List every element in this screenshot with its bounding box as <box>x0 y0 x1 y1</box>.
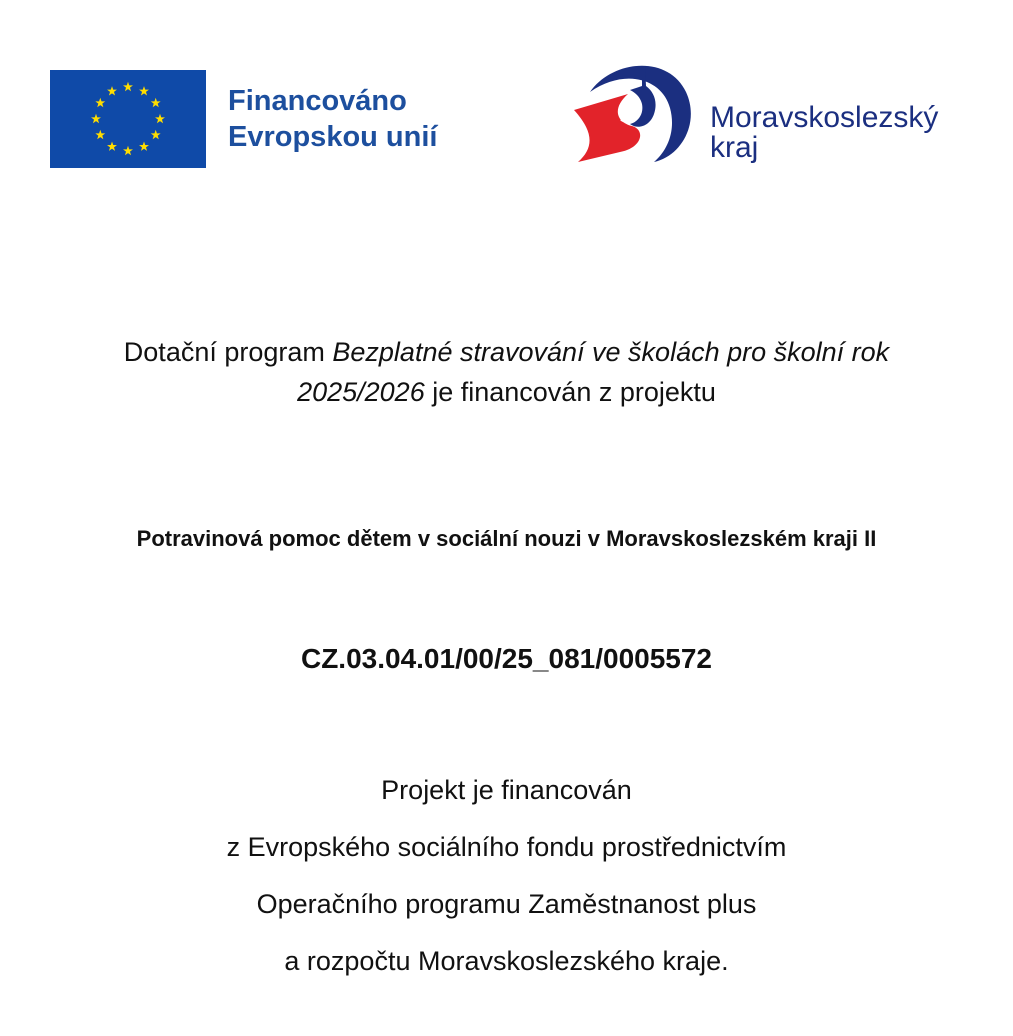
program-intro <box>0 332 1013 412</box>
eu-funding-line-2: Evropskou unií <box>228 121 438 153</box>
project-name: Potravinová pomoc dětem v sociální nouzi v Moravskoslezském kraji II <box>136 526 877 551</box>
eu-star-icon <box>95 130 105 139</box>
program-title-part-1: Bezplatné stravování ve školách pro školní rok <box>332 337 890 367</box>
eu-star-icon <box>123 82 133 91</box>
eu-star-icon <box>123 146 133 155</box>
funding-line-4: a rozpočtu Moravskoslezského kraje. <box>284 946 729 976</box>
eu-star-icon <box>155 114 165 123</box>
eu-star-icon <box>151 98 161 107</box>
region-logo <box>572 52 972 172</box>
program-intro-line-2 <box>0 372 1013 412</box>
eu-funding-logo <box>50 70 437 168</box>
funding-statement <box>0 762 1013 990</box>
region-logo-line-1: Moravskoslezský <box>710 101 939 134</box>
eu-star-icon <box>139 142 149 151</box>
region-logo-text <box>710 103 938 163</box>
region-logo-line-2: kraj <box>710 131 759 164</box>
intro-prefix: Dotační program <box>123 337 333 367</box>
eu-star-icon <box>151 130 161 139</box>
program-intro-line-1 <box>0 332 1013 372</box>
eu-star-icon <box>107 86 117 95</box>
region-emblem-icon <box>572 52 702 172</box>
project-code: CZ.03.04.01/00/25_081/0005572 <box>300 643 713 674</box>
eu-star-icon <box>91 114 101 123</box>
eu-star-icon <box>139 86 149 95</box>
funding-line-3: Operačního programu Zaměstnanost plus <box>256 889 757 919</box>
eu-flag-icon <box>50 70 206 168</box>
funding-line-2: z Evropského sociálního fondu prostřednictvím <box>226 832 787 862</box>
eu-star-icon <box>107 142 117 151</box>
intro-suffix: je financován z projektu <box>424 377 716 407</box>
program-title-part-2: 2025/2026 <box>297 377 425 407</box>
eu-funding-text <box>228 83 437 155</box>
eu-funding-line-1: Financováno <box>228 85 407 117</box>
eu-star-icon <box>95 98 105 107</box>
funding-line-1: Projekt je financován <box>381 775 632 805</box>
